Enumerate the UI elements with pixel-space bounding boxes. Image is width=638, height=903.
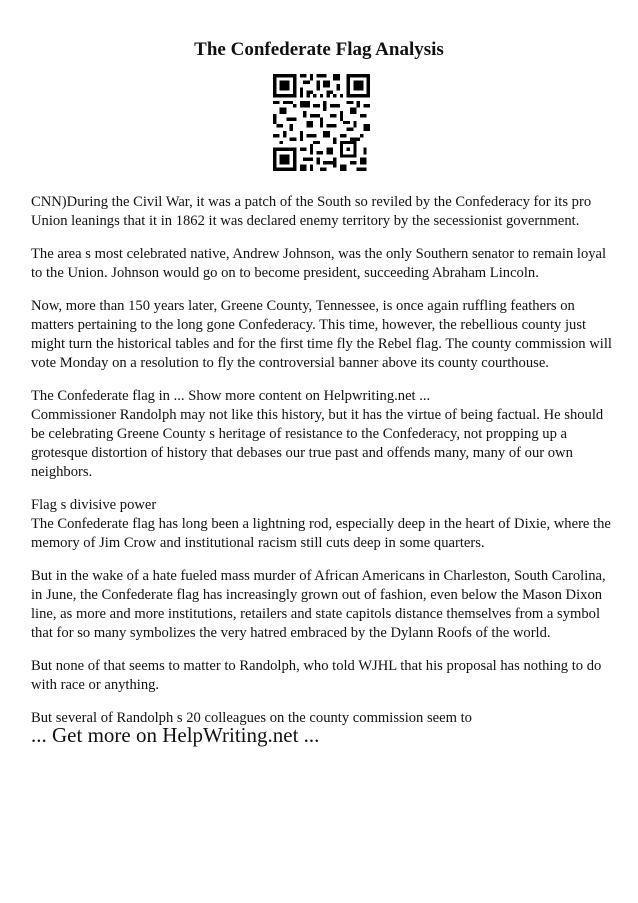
paragraph: But none of that seems to matter to Randolph, who told WJHL that his proposal has nothing to do with race or anything. — [31, 658, 602, 693]
article-body — [31, 193, 615, 742]
paragraph: But in the wake of a hate fueled mass murder of African Americans in Charleston, South Carolina, in June, the Confederate flag has increasingly grown out of fashion, even below the Mason Dixon line, as more and more institutions, retailers and state capitols distance themselves from a symbol that for so many symbolizes the very hatred embraced by the Dylann Roofs of the world. — [31, 568, 606, 641]
get-more-link[interactable]: ... Get more on HelpWriting.net ... — [31, 723, 320, 747]
section-heading: Flag s divisive power — [31, 497, 157, 513]
qr-code-icon — [273, 74, 370, 171]
paragraph: The Confederate flag has long been a lightning rod, especially deep in the heart of Dixie, where the memory of Jim Crow and institutional racism still cuts deep in some quarters. — [31, 516, 611, 551]
paragraph: CNN)During the Civil War, it was a patch of the South so reviled by the Confederacy for its pro Union leanings that it in 1862 it was declared enemy territory by the secessionist government. — [31, 194, 592, 229]
paragraph: Now, more than 150 years later, Greene County, Tennessee, is once again ruffling feathers on matters pertaining to the long gone Confederacy. This time, however, the rebellious county just might turn the historical tables and for the first time fly the Rebel flag. The county commission will vote Monday on a resolution to fly the controversial banner above its county courthouse. — [31, 298, 612, 371]
paragraph: But several of Randolph s 20 colleagues on the county commission seem to — [31, 710, 472, 726]
show-more-link[interactable]: The Confederate flag in ... Show more content on Helpwriting.net ... — [31, 388, 431, 404]
paragraph: The area s most celebrated native, Andrew Johnson, was the only Southern senator to remain loyal to the Union. Johnson would go on to become president, succeeding Abraham Lincoln. — [31, 246, 607, 281]
document-title: The Confederate Flag Analysis — [194, 39, 444, 60]
paragraph: Commissioner Randolph may not like this history, but it has the virtue of being factual. He should be celebrating Greene County s heritage of resistance to the Confederacy, not propping up a grotesque distortion of history that debases our true past and offends many, many of our own neighbors. — [31, 407, 604, 480]
